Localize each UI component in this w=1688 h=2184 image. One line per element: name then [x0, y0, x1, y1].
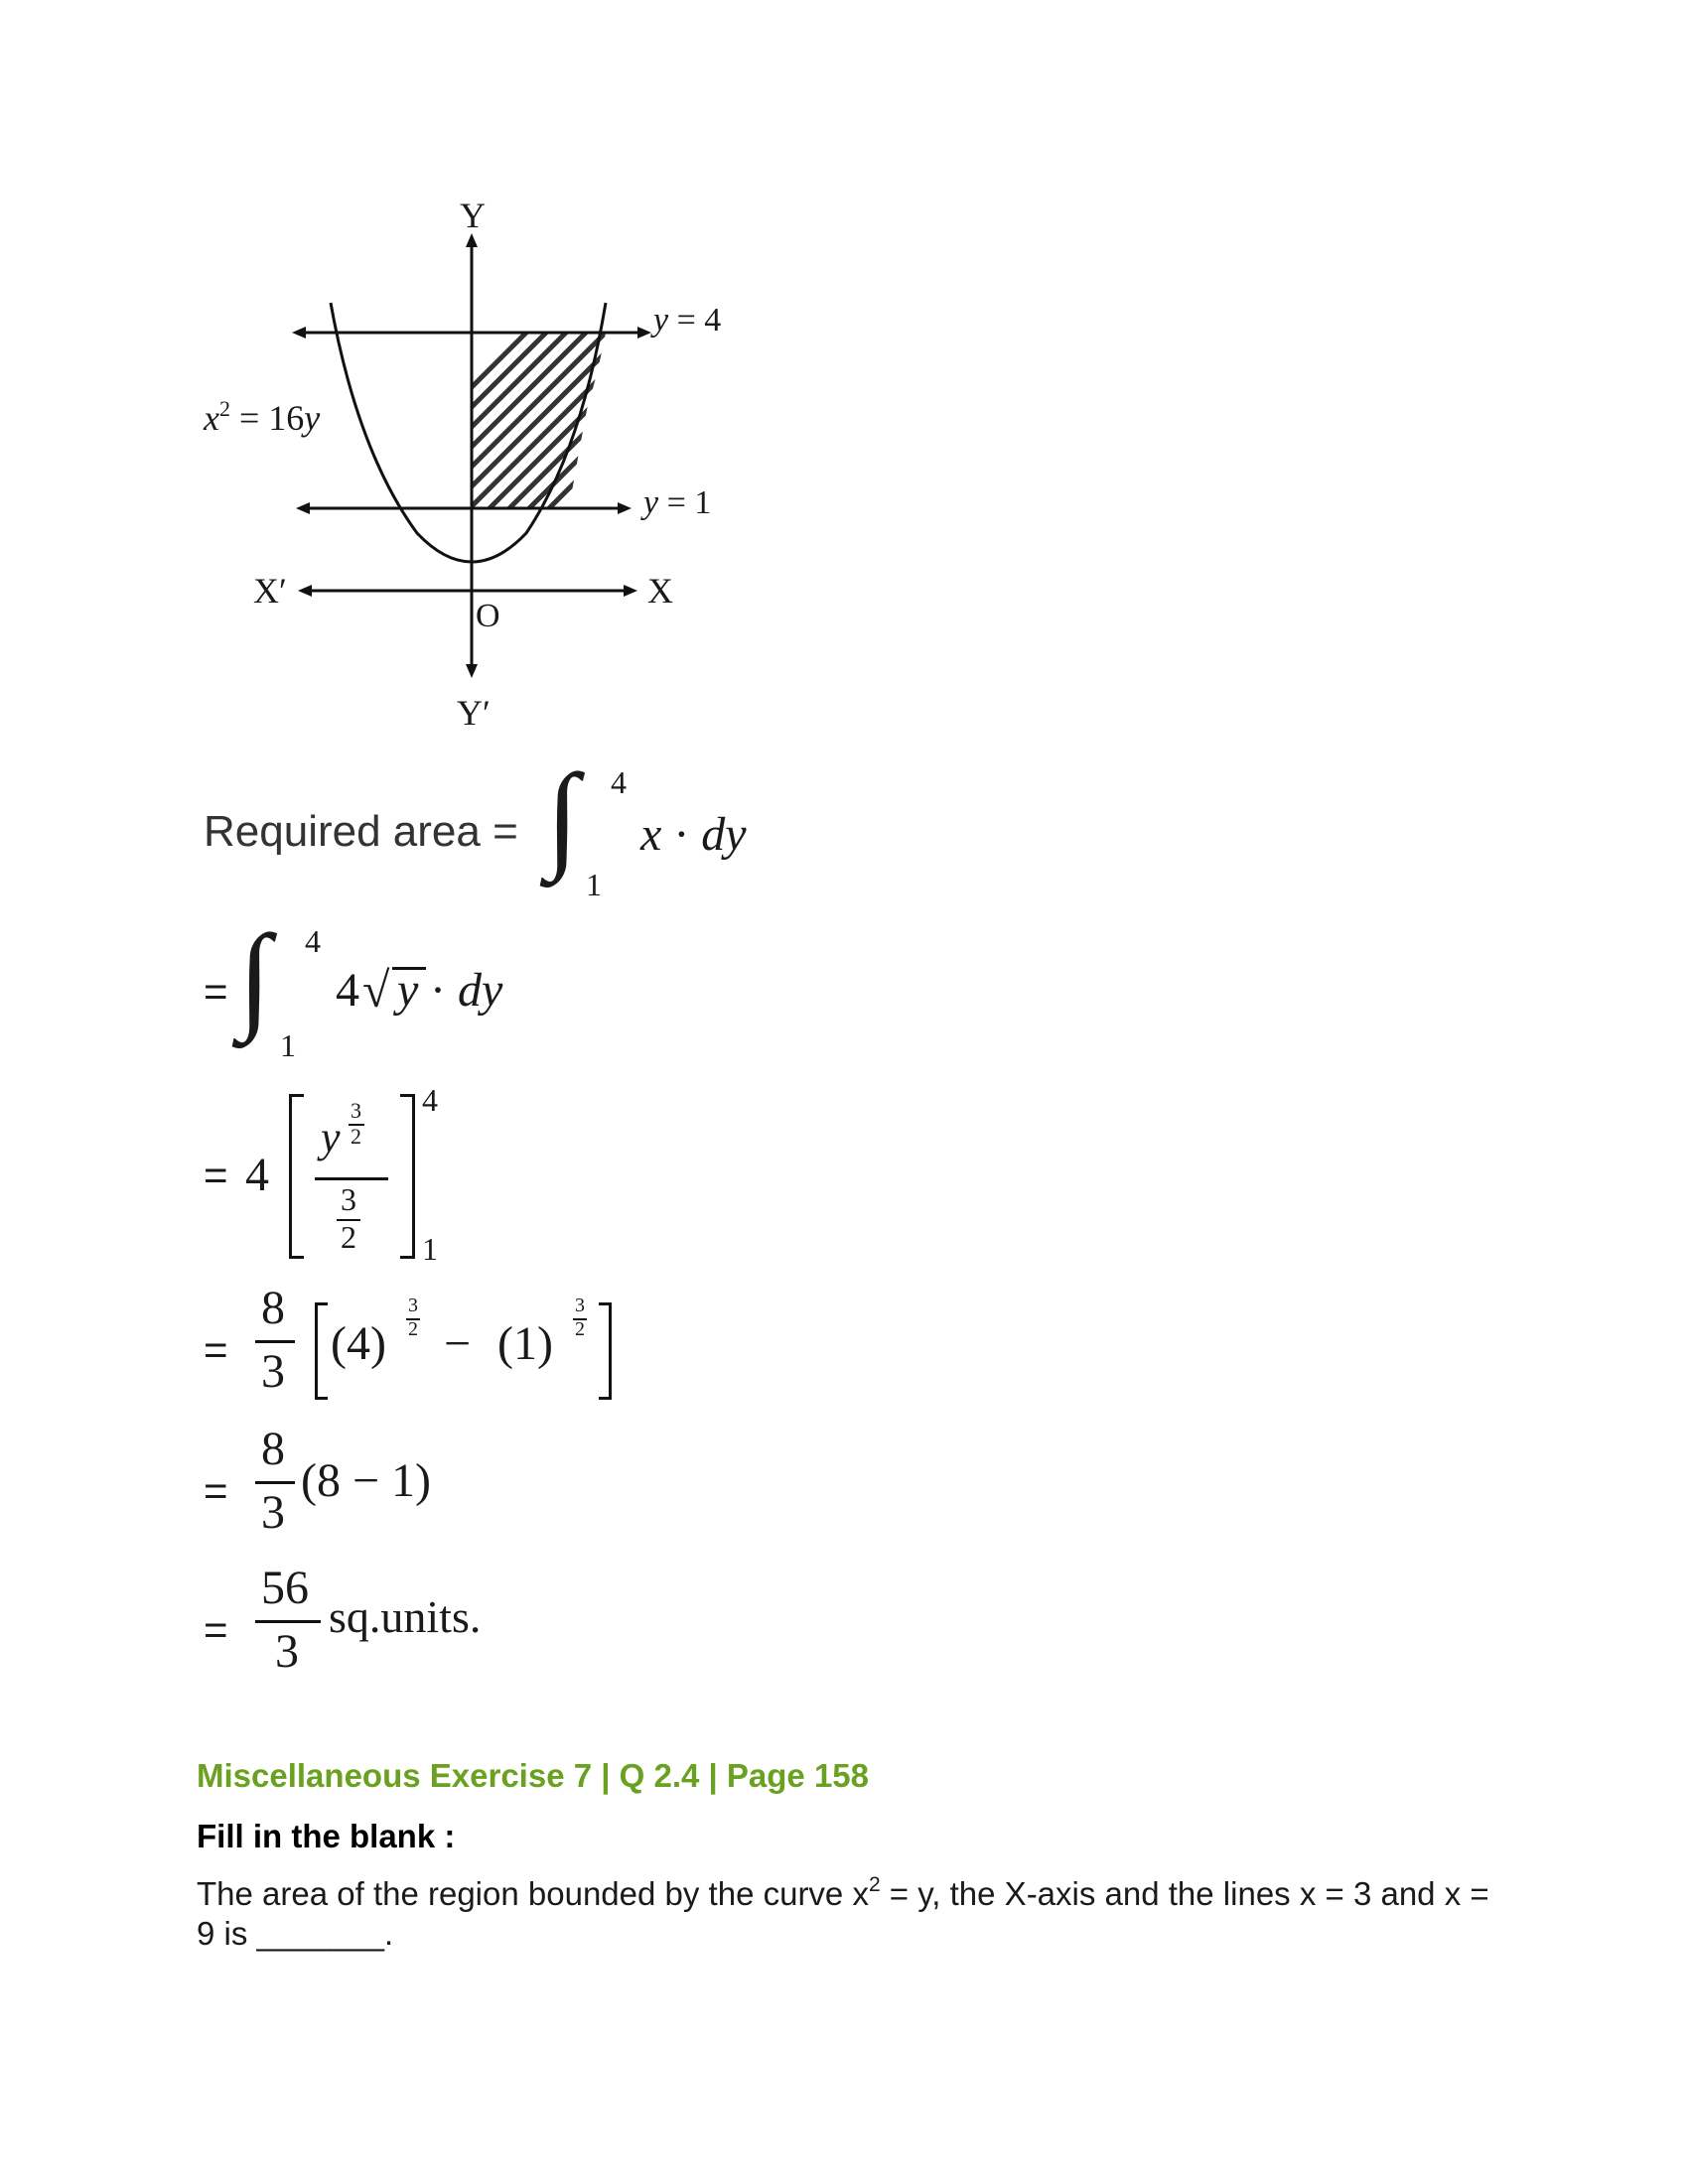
integral-upper-limit: 4 — [305, 923, 321, 959]
label-x-axis-neg: X′ — [253, 571, 287, 611]
exp-den: 2 — [351, 1124, 361, 1149]
fraction-bar — [315, 1177, 388, 1180]
fraction-den: 3 — [261, 1486, 285, 1539]
bracket-right — [400, 1094, 415, 1259]
y-axis-arrow-down — [466, 664, 478, 678]
bracket-left — [289, 1094, 304, 1259]
exp1-num: 3 — [408, 1295, 418, 1316]
upper-limit: 4 — [422, 1082, 438, 1118]
equals-sign: = — [204, 1467, 228, 1514]
term-2: (1) — [497, 1317, 553, 1370]
y-axis-arrow-up — [466, 233, 478, 247]
fraction-bar — [255, 1481, 295, 1484]
fraction-num: 56 — [261, 1562, 309, 1614]
label-y-axis-neg: Y′ — [457, 693, 491, 733]
sqrt-var: y — [397, 964, 419, 1017]
den-den: 2 — [341, 1219, 356, 1255]
required-area-line — [204, 750, 799, 913]
line-y-1-arrow-left — [296, 502, 310, 514]
sqrt-symbol: √ — [362, 962, 390, 1018]
equals-sign: = — [204, 1152, 228, 1198]
step-simplify — [204, 1422, 601, 1561]
exp2-num: 3 — [575, 1295, 585, 1316]
numerator-var: y — [321, 1113, 341, 1161]
exp2-den: 2 — [575, 1318, 585, 1340]
question-instruction: Fill in the blank : — [197, 1818, 456, 1854]
minus-sign: − — [444, 1317, 472, 1370]
lower-limit: 1 — [422, 1231, 438, 1267]
question-text: The area of the region bounded by the curve $x^2 = y$, the X-axis and the lines x = 3 and x = 9 is _______. — [197, 1873, 1489, 1952]
step-result — [204, 1561, 601, 1700]
parabola-area-figure — [189, 194, 765, 750]
equals-sign: = — [204, 1606, 228, 1653]
coefficient: 4 — [336, 964, 359, 1017]
fraction-den: 3 — [261, 1345, 285, 1398]
equals-sign: = — [204, 1326, 228, 1373]
fraction-num: 8 — [261, 1423, 285, 1475]
fraction-bar — [255, 1620, 321, 1623]
required-area-label: Required area = — [204, 807, 518, 856]
exp1-den: 2 — [408, 1318, 418, 1340]
coefficient: 4 — [245, 1149, 269, 1201]
step-evaluate — [204, 1281, 700, 1420]
x-axis-arrow-right — [624, 585, 637, 597]
units: sq.units. — [329, 1591, 482, 1642]
fraction-bar — [255, 1340, 295, 1343]
line-y-4-arrow-left — [292, 327, 306, 339]
fraction-den: 3 — [275, 1625, 299, 1678]
step-integral-sqrt — [204, 910, 700, 1072]
label-line-y-1: y = 1 — [643, 484, 712, 521]
integral-sign: ∫ — [238, 910, 271, 1042]
exp-num: 3 — [351, 1098, 361, 1123]
expression: (8 − 1) — [301, 1454, 432, 1507]
step-antiderivative — [204, 1082, 700, 1271]
integral-lower-limit: 1 — [586, 867, 602, 902]
label-x-axis: X — [647, 571, 673, 611]
label-curve: $x^2 = 16y$ — [204, 396, 321, 438]
line-y-4-arrow-right — [637, 327, 651, 339]
integrand: x · dy — [640, 808, 747, 861]
label-line-y-4: y = 4 — [653, 302, 722, 339]
label-y-axis: Y — [460, 196, 486, 235]
fraction-num: 8 — [261, 1282, 285, 1334]
bracket-right — [599, 1302, 612, 1400]
integral-sign: ∫ — [546, 750, 579, 882]
dy-term: · dy — [430, 964, 503, 1017]
term-1: (4) — [331, 1317, 386, 1370]
x-axis-arrow-left — [298, 585, 312, 597]
integral-lower-limit: 1 — [280, 1027, 296, 1063]
label-origin: O — [476, 598, 500, 634]
question-heading: Miscellaneous Exercise 7 | Q 2.4 | Page 158 — [197, 1757, 870, 1794]
equals-sign: = — [204, 968, 228, 1015]
den-num: 3 — [341, 1181, 356, 1217]
line-y-1-arrow-right — [618, 502, 632, 514]
bracket-left — [315, 1302, 328, 1400]
integral-upper-limit: 4 — [611, 764, 627, 800]
